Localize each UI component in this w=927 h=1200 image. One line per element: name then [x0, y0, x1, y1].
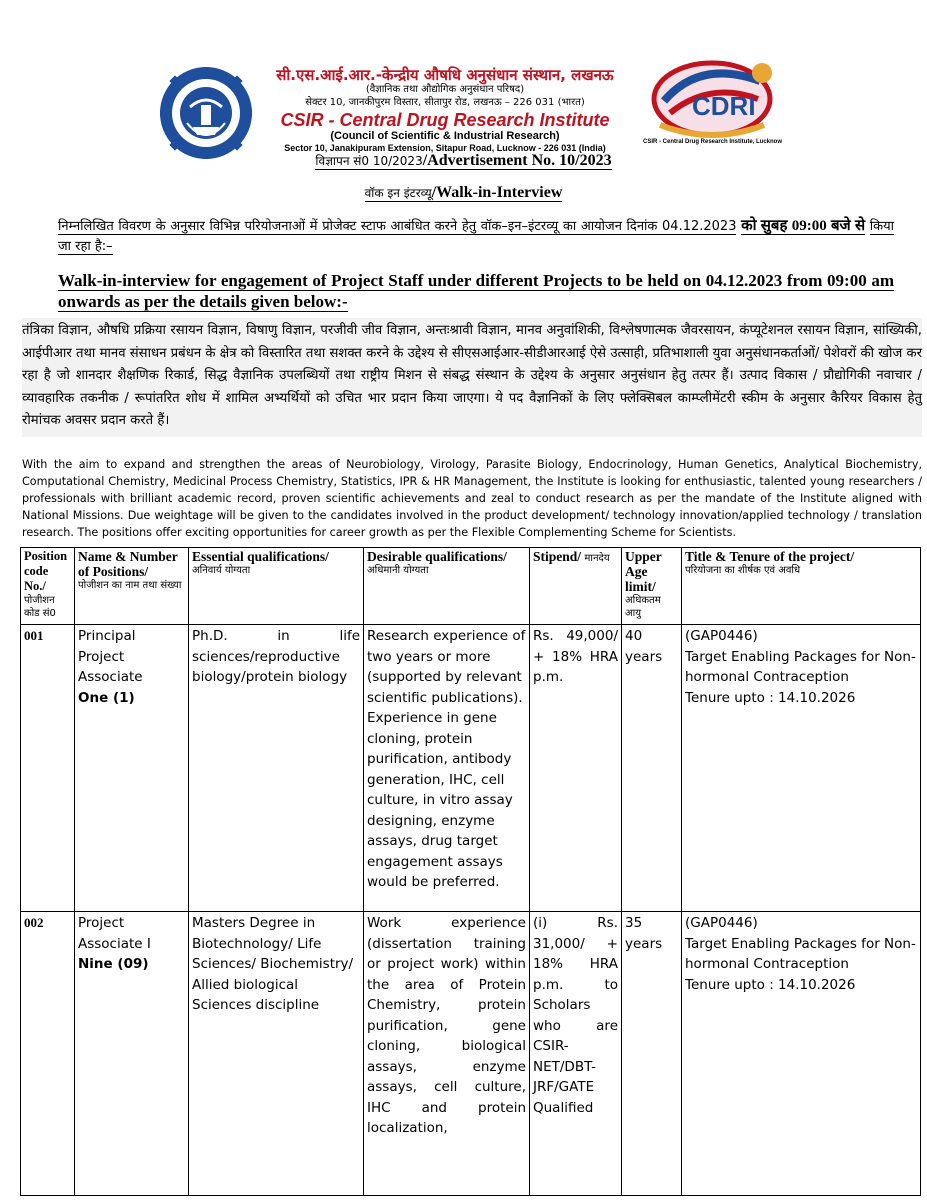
english-intro-text: Walk-in-interview for engagement of Project Staff under different Projects to be held on 04.12.2023 from 09:00 am onwards as per the details given below:- [58, 271, 894, 311]
desirable-qualification: Research experience of two years or more (supported by relevant scientific publications). Experience in gene cloning, protein purification, antibody generation, IHC, cell culture, in vitro assay designing, enzyme assays, drug target engagement assays would be preferred. [364, 625, 530, 912]
advertisement-english: /Advertisement No. 10/2023 [422, 152, 612, 169]
hindi-institute-name: सी.एस.आई.आर.-केन्द्रीय औषधि अनुसंधान संस्थान, लखनऊ [276, 66, 614, 84]
cdri-logo-caption: CSIR - Central Drug Research Institute, Lucknow [642, 139, 783, 145]
position-code: 002 [21, 912, 75, 1196]
header-age: Upper Age limit/ अधिकतम आयु [622, 548, 682, 625]
table-row [21, 625, 921, 912]
csir-logo [157, 63, 255, 163]
english-institute-name: CSIR - Central Drug Research Institute [280, 110, 610, 130]
table-header-row [21, 548, 921, 625]
walk-in-hindi: वॉक इन इंटरव्यू [364, 186, 432, 200]
stipend: (i) Rs. 31,000/ + 18% HRA p.m. to Scholars who are CSIR-NET/DBT-JRF/GATE Qualified [530, 912, 622, 1196]
table-row [21, 912, 921, 1196]
walk-in-heading [0, 184, 927, 202]
institute-header [260, 66, 630, 154]
age-limit: 35 years [622, 912, 682, 1196]
header-code: Position code No./ पोजीशन कोड सं0 [21, 548, 75, 625]
hindi-paragraph: तंत्रिका विज्ञान, औषधि प्रक्रिया रसायन विज्ञान, विषाणु विज्ञान, परजीवी जीव विज्ञान, अन्तःश्रावी विज्ञान, मानव अनुवांशिकी, विश्लेषणात्मक जैवरसायन, कंप्यूटेशनल रसायन विज्ञान, सांख्यिकी, आईपीआर तथा मानव संसाधन प्रबंधन के क्षेत्र को विस्तारित तथा सशक्त करने के उद्देश्य से सीएसआईआर-सीडीआरआई ऐसे उत्साही, प्रतिभाशाली युवा अनुसंधानकर्ताओं/ पेशेवरों की खोज कर रहा है जो शानदार शैक्षणिक रिकार्ड, सिद्ध वैज्ञानिक उपलब्धियों तथा राष्ट्रीय मिशन से संबद्ध संस्थान के उद्देश्य के अनुसार अनुसंधान हेतु तत्पर हैं। उत्पाद विकास / प्रौद्योगिकी नवाचार / व्यावहारिक तकनीक / रूपांतरित शोध में शामिल अभ्यर्थियों को उचित भार प्रदान किया जाएगा। ये पद वैज्ञानिकों के लिए फ्लेक्सिबल काम्प्लीमेंटरी स्कीम के अनुसार कैरियर विकास हेतु रोमांचक अवसर प्रदान करते हैं। [22, 318, 922, 437]
stipend: Rs. 49,000/ + 18% HRA p.m. [530, 625, 622, 912]
position-count: Nine (09) [78, 956, 149, 972]
english-intro [58, 270, 894, 312]
hindi-intro-end: किया जा रहा है:– [58, 219, 895, 254]
english-paragraph: With the aim to expand and strengthen the areas of Neurobiology, Virology, Parasite Biology, Endocrinology, Human Genetics, Analytical Biochemistry, Computational Chemistry, Medicinal Process Chemistry, Statistics, IPR & HR Management, the Institute is looking for enthusiastic, talented young researchers / professionals with brilliant academic record, proven scientific achievements and zeal to conduct research as per the mandate of the Institute aligned with National Missions. Due weightage will be given to the candidates involved in the product development/ technology innovation/applied technology / translation research. The positions offer exciting opportunities for career growth as per the Flexible Complementing Scheme for Scientists. [22, 458, 922, 539]
advertisement-number [0, 152, 927, 170]
hindi-intro-text: निम्नलिखित विवरण के अनुसार विभिन्न परियोजनाओं में प्रोजेक्ट स्टाफ आबंधित करने हेतु वॉक–इन–इंटरव्यू का आयोजन दिनांक 04.12.2023 [58, 219, 737, 234]
hindi-institute-sub: (वैज्ञानिक तथा औद्योगिक अनुसंधान परिषद) [365, 84, 525, 95]
advertisement-hindi: विज्ञापन सं0 10/2023 [315, 154, 423, 168]
hindi-intro-bold: को सुबह 09:00 बजे से [741, 218, 866, 234]
hindi-intro [58, 216, 894, 257]
project-title: (GAP0446) Target Enabling Packages for Non-hormonal Contraception Tenure upto : 14.10.2026 [682, 625, 921, 912]
header-title: Title & Tenure of the project/ परियोजना का शीर्षक एवं अवधि [682, 548, 921, 625]
desirable-qualification: Work experience (dissertation training or project work) within the area of Protein Chemistry, protein purification, gene cloning, biological assays, enzyme assays, cell culture, IHC and protein localization, [364, 912, 530, 1196]
cdri-logo [640, 59, 785, 151]
position-name: Principal Project Associate One (1) [75, 625, 189, 912]
english-institute-address: Sector 10, Janakipuram Extension, Sitapur Road, Lucknow - 226 031 (India) [284, 143, 606, 153]
header-desirable: Desirable qualifications/ अधिमानी योग्यता [364, 548, 530, 625]
walk-in-english: /Walk-in-Interview [431, 184, 563, 201]
essential-qualification: Masters Degree in Biotechnology/ Life Sciences/ Biochemistry/ Allied biological Sciences discipline [189, 912, 364, 1196]
age-limit: 40 years [622, 625, 682, 912]
header-essential: Essential qualifications/ अनिवार्य योग्यता [189, 548, 364, 625]
position-count: One (1) [78, 689, 135, 706]
header-name: Name & Number of Positions/ पोजीशन का नाम तथा संख्या [75, 548, 189, 625]
essential-qualification: Ph.D. in life sciences/reproductive biology/protein biology [189, 625, 364, 912]
position-code: 001 [21, 625, 75, 912]
position-name: Project Associate I Nine (09) [75, 912, 189, 1196]
project-title: (GAP0446) Target Enabling Packages for Non-hormonal Contraception Tenure upto : 14.10.2026 [682, 912, 921, 1196]
svg-text:CDRI: CDRI [692, 91, 756, 121]
hindi-institute-address: सेक्टर 10, जानकीपुरम विस्तार, सीतापुर रोड, लखनऊ – 226 031 (भारत) [305, 97, 585, 108]
english-institute-sub: (Council of Scientific & Industrial Research) [330, 130, 560, 142]
header-stipend: Stipend/ मानदेय [530, 548, 622, 625]
positions-table [20, 547, 921, 1196]
